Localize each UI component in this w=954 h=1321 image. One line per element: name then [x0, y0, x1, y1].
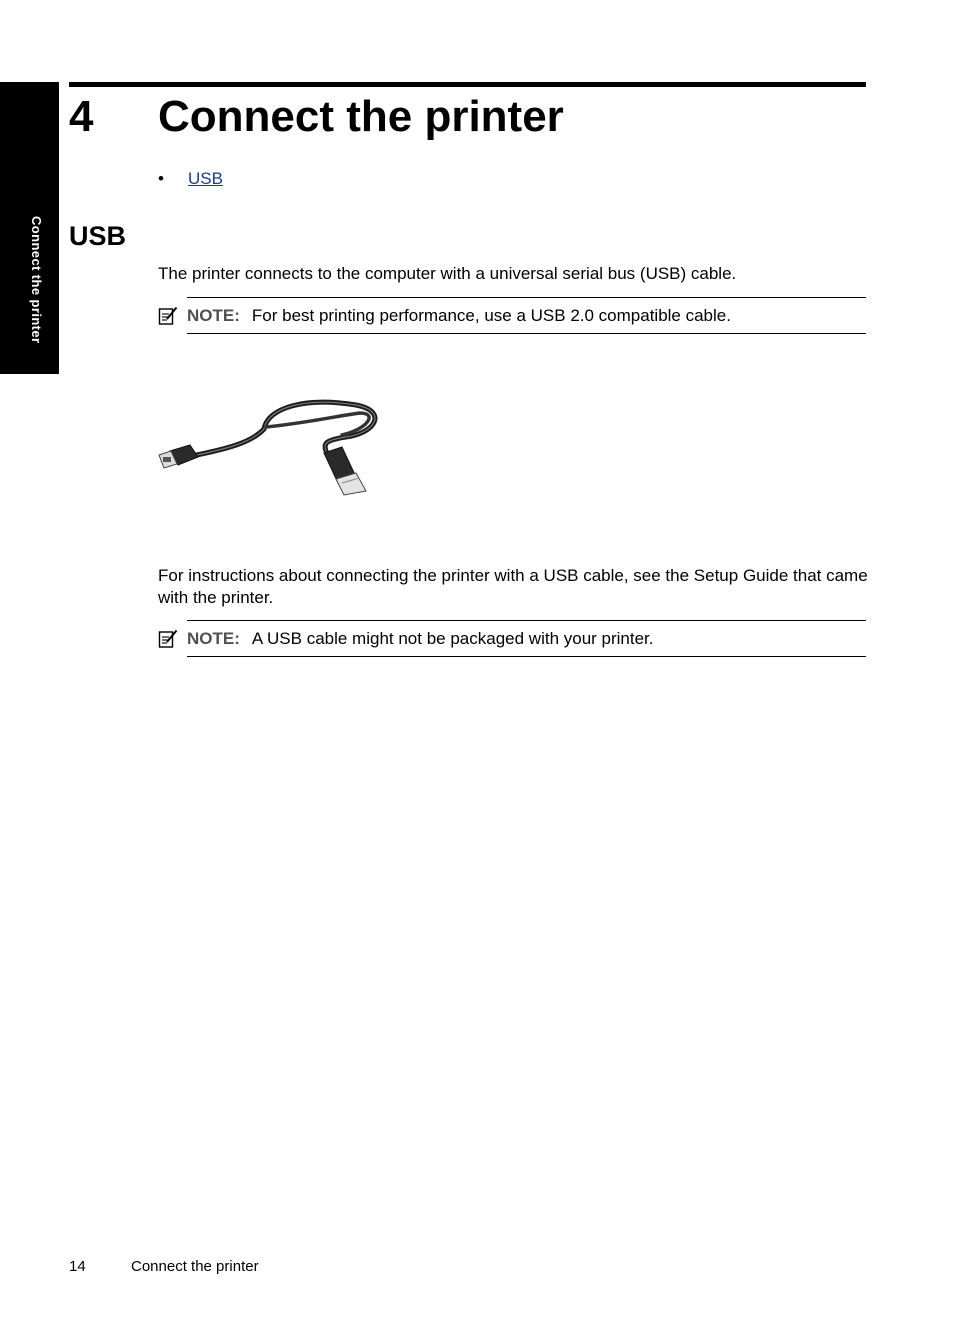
- note-label: NOTE:: [187, 306, 240, 325]
- note-icon: [158, 629, 178, 649]
- chapter-title: Connect the printer: [158, 92, 564, 141]
- chapter-number: 4: [69, 92, 94, 141]
- note-performance: [158, 297, 866, 333]
- usb-cable-icon: [156, 393, 378, 497]
- intro-paragraph: The printer connects to the computer with a universal serial bus (USB) cable.: [158, 264, 737, 283]
- note-box: [187, 297, 866, 334]
- note-box: [187, 620, 866, 657]
- toc-bullet: •: [158, 169, 164, 188]
- note-packaging: [158, 620, 866, 656]
- note-text: For best printing performance, use a USB 2.0 compatible cable.: [251, 306, 731, 325]
- toc-link-usb[interactable]: USB: [188, 169, 223, 188]
- footer-running-title: Connect the printer: [131, 1258, 259, 1275]
- note-label: NOTE:: [187, 629, 240, 648]
- instructions-paragraph: For instructions about connecting the printer with a USB cable, see the Setup Guide that came with the printer.: [158, 566, 868, 607]
- chapter-toc: [158, 169, 223, 189]
- section-heading-usb: USB: [69, 221, 127, 251]
- chapter-rule: [69, 82, 866, 87]
- footer-page-number: 14: [69, 1258, 86, 1275]
- side-tab-label: Connect the printer: [29, 216, 44, 344]
- note-text: A USB cable might not be packaged with your printer.: [251, 629, 654, 648]
- note-icon: [158, 306, 178, 326]
